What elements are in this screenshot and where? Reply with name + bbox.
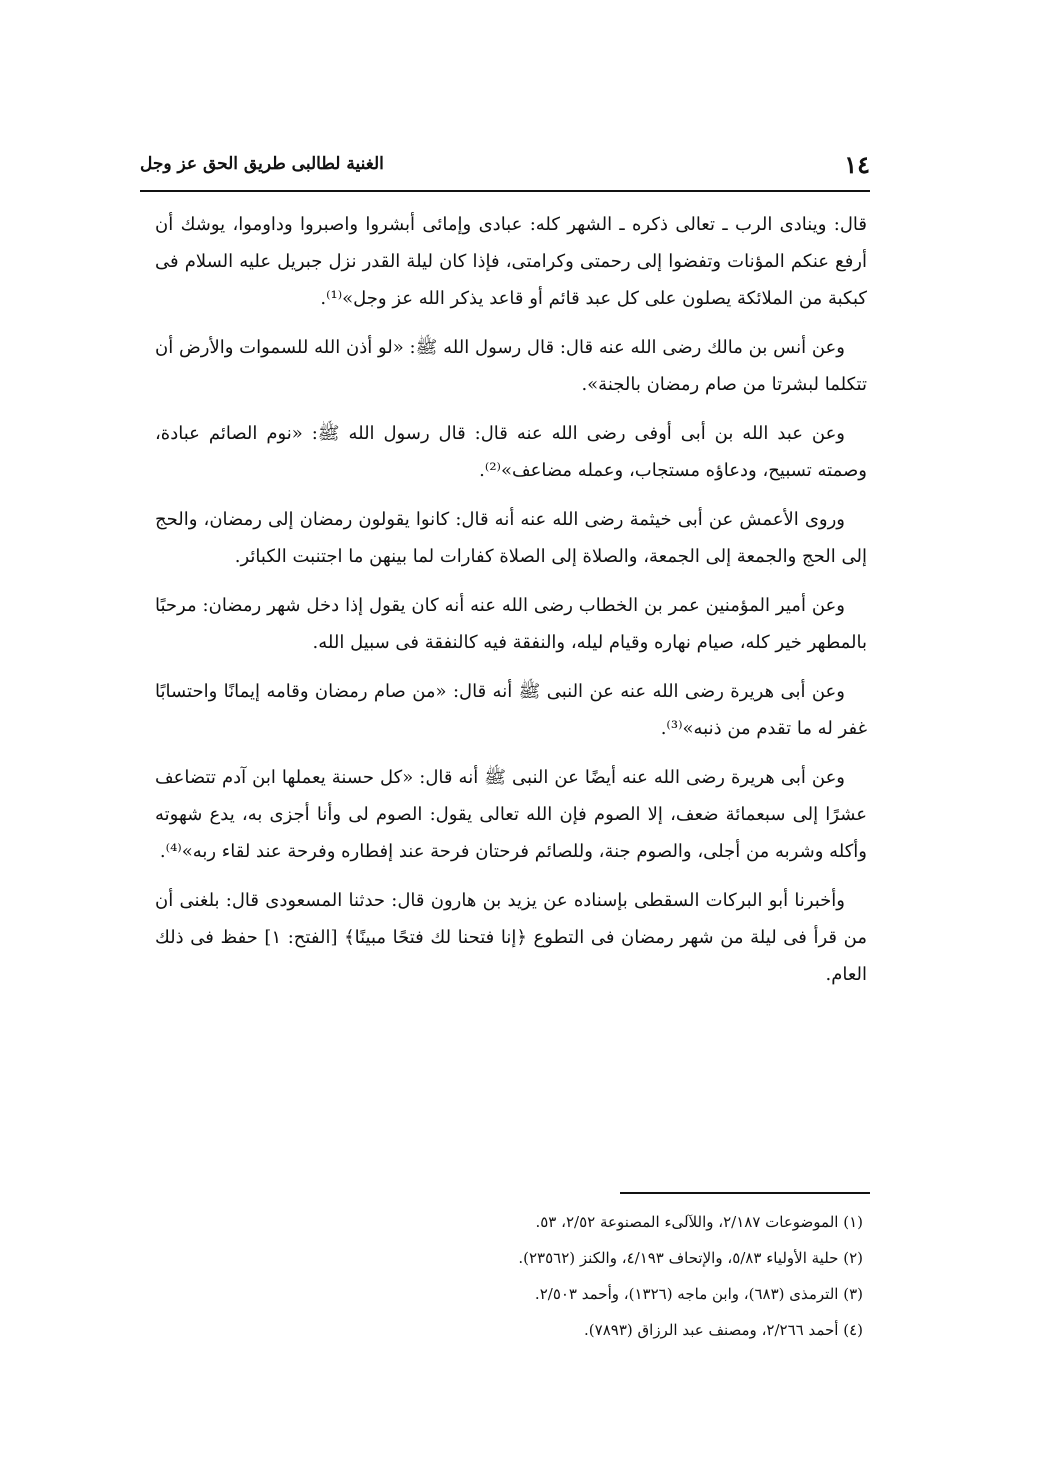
running-title: الغنية لطالبى طريق الحق عز وجل	[140, 154, 384, 174]
footnote: (٤) أحمد ٢/٢٦٦، ومصنف عبد الرزاق (٧٨٩٣).	[584, 1321, 863, 1339]
paragraph: وروى الأعمش عن أبى خيثمة رضى الله عنه أنه قال: كانوا يقولون رمضان إلى رمضان، والحج إلى الحج والجمعة إلى الجمعة، والصلاة إلى الصلاة كفارات لما بينهن ما اجتنبت الكبائر.	[155, 509, 867, 567]
page-number: ١٤	[844, 150, 870, 179]
footnotes	[155, 1204, 867, 1348]
paragraph: وعن عبد الله بن أبى أوفى رضى الله عنه قال: قال رسول الله ﷺ: «نوم الصائم عبادة، وصمته تسبيح، ودعاؤه مستجاب، وعمله مضاعف»⁽²⁾.	[155, 423, 867, 481]
footnote: (١) الموضوعات ٢/١٨٧، واللآلىء المصنوعة ٢/٥٢، ٥٣.	[535, 1213, 863, 1231]
footnote: (٢) حلية الأولياء ٥/٨٣، والإتحاف ٤/١٩٣، والكنز (٢٣٥٦٢).	[518, 1249, 863, 1267]
footnote: (٣) الترمذى (٦٨٣)، وابن ماجه (١٣٢٦)، وأحمد ٢/٥٠٣.	[534, 1285, 863, 1303]
paragraph: وعن أنس بن مالك رضى الله عنه قال: قال رسول الله ﷺ: «لو أذن الله للسموات والأرض أن تتكلما لبشرتا من صام رمضان بالجنة».	[155, 337, 867, 395]
main-text	[155, 206, 867, 1005]
running-header	[140, 150, 870, 190]
paragraph: وعن أبى هريرة رضى الله عنه أيضًا عن النبى ﷺ أنه قال: «كل حسنة يعملها ابن آدم تتضاعف عشرًا إلى سبعمائة ضعف، إلا الصوم فإن الله تعالى يقول: الصوم لى وأنا أجزى به، يدع شهوته وأكله وشربه من أجلى، والصوم جنة، وللصائم فرحتان فرحة عند إفطاره وفرحة عند لقاء ربه»⁽⁴⁾.	[155, 767, 867, 862]
header-rule	[140, 190, 870, 192]
paragraph: وعن أبى هريرة رضى الله عنه عن النبى ﷺ أنه قال: «من صام رمضان وقامه إيمانًا واحتسابًا غفر له ما تقدم من ذنبه»⁽³⁾.	[155, 681, 867, 739]
paragraph: قال: وينادى الرب ـ تعالى ذكره ـ الشهر كله: عبادى وإمائى أبشروا واصبروا وداوموا، يوشك أن أرفع عنكم المؤنات وتفضوا إلى رحمتى وكرامتى، فإذا كان ليلة القدر نزل جبريل عليه السلام فى كبكبة من الملائكة يصلون على كل عبد قائم أو قاعد يذكر الله عز وجل»⁽¹⁾.	[155, 214, 867, 309]
paragraph: وأخبرنا أبو البركات السقطى بإسناده عن يزيد بن هارون قال: حدثنا المسعودى قال: بلغنى أن من قرأ فى ليلة من شهر رمضان فى التطوع ﴿إنا فتحنا لك فتحًا مبينًا﴾ [الفتح: ١] حفظ فى ذلك العام.	[155, 890, 867, 985]
footnote-rule	[620, 1192, 870, 1194]
paragraph: وعن أمير المؤمنين عمر بن الخطاب رضى الله عنه أنه كان يقول إذا دخل شهر رمضان: مرحبًا بالمطهر خير كله، صيام نهاره وقيام ليله، والنفقة فيه كالنفقة فى سبيل الله.	[155, 595, 867, 653]
